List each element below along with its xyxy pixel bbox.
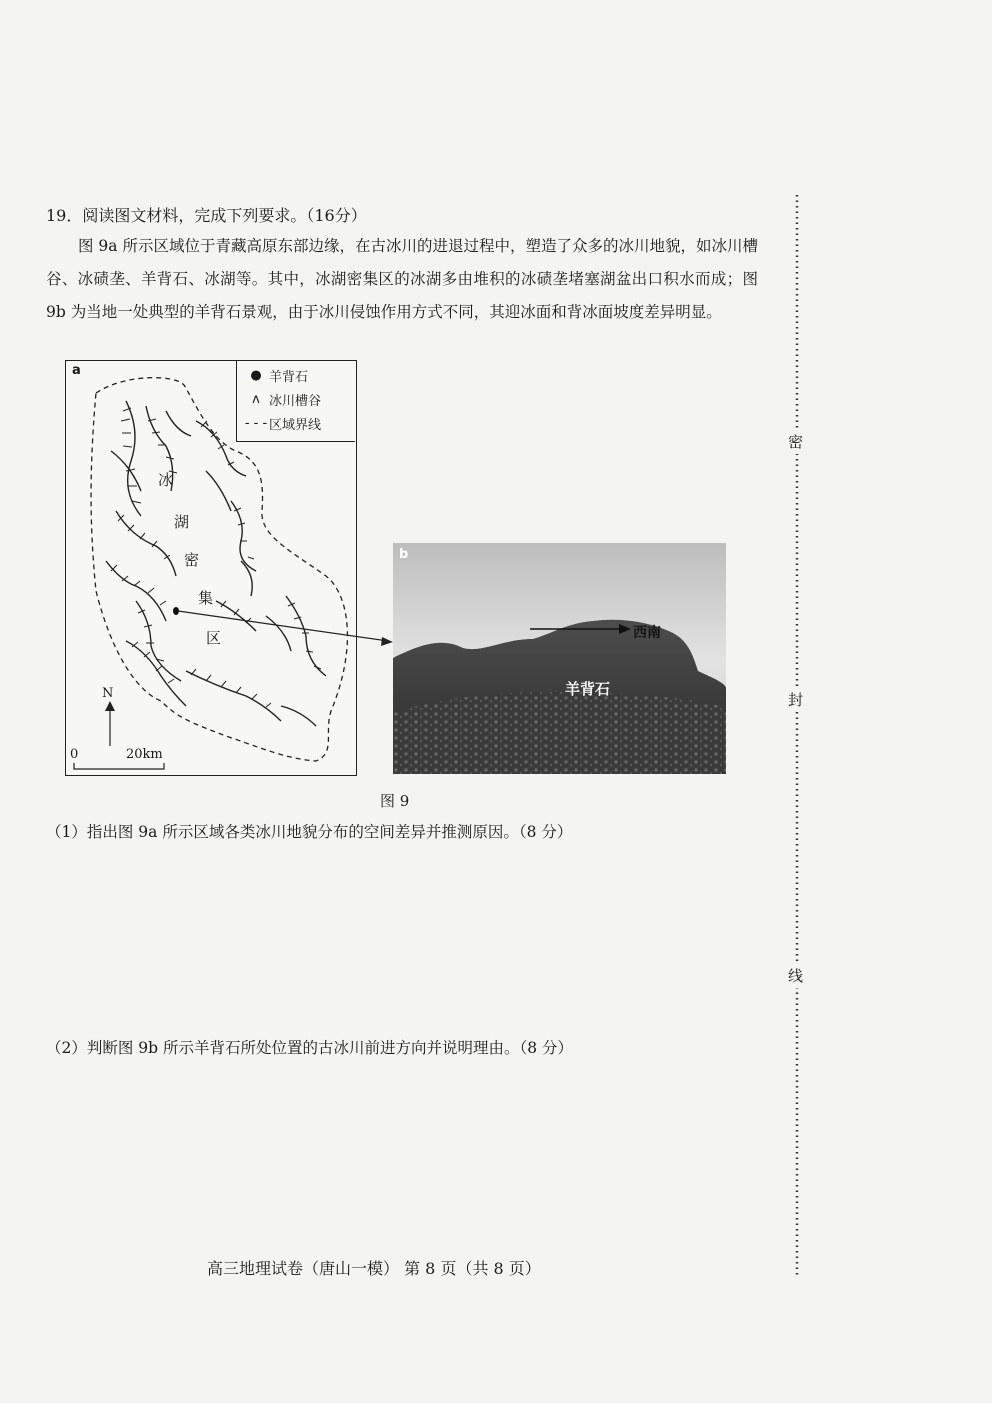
- binding-char: 密: [788, 429, 803, 454]
- direction-label: 西南: [633, 625, 661, 641]
- sub-question-2: （2）判断图 9b 所示羊背石所处位置的古冰川前进方向并说明理由。（8 分）: [46, 1039, 574, 1057]
- binding-char: 线: [788, 963, 803, 988]
- map-label: a: [72, 363, 81, 378]
- region-text-char: 冰: [158, 471, 174, 489]
- scale-start-label: 0: [70, 747, 79, 762]
- region-text-char: 密: [184, 551, 200, 569]
- figure-caption: 图 9: [380, 792, 410, 810]
- glacial-trough-legend-icon: ᴧ: [252, 391, 260, 407]
- question-title: 19．阅读图文材料，完成下列要求。（16分）: [46, 206, 367, 225]
- legend-item: 羊背石: [269, 369, 309, 385]
- page-footer: 高三地理试卷（唐山一模） 第 8 页（共 8 页）: [207, 1259, 541, 1278]
- figure-9b-photo: [393, 543, 726, 774]
- region-text-char: 湖: [174, 513, 190, 531]
- north-label: N: [102, 686, 114, 701]
- binding-char: 封: [788, 687, 803, 712]
- roche-moutonnee-label: 羊背石: [565, 680, 611, 698]
- binding-dots: [792, 195, 802, 1275]
- legend-item: 区域界线: [269, 417, 322, 433]
- question-paragraph: 图 9a 所示区域位于青藏高原东部边缘，在古冰川的进退过程中，塑造了众多的冰川地貌，如冰川槽谷、冰碛垄、羊背石、冰湖等。其中，冰湖密集区的冰湖多由堆积的冰碛垄堵塞湖盆出口积水而成；图 9b 为当地一处典型的羊背石景观，由于冰川侵蚀作用方式不同，其迎冰面和背冰面坡度差异明显。: [46, 237, 758, 321]
- region-text-char: 集: [198, 589, 214, 607]
- scale-end-label: 20km: [126, 747, 163, 762]
- photo-drawing: [393, 543, 726, 774]
- photo-label: b: [399, 547, 409, 562]
- legend-item: 冰川槽谷: [269, 393, 322, 409]
- sub-question-1: （1）指出图 9a 所示区域各类冰川地貌分布的空间差异并推测原因。（8 分）: [46, 823, 573, 841]
- boundary-legend-icon: - - -: [244, 415, 268, 431]
- region-text-char: 区: [206, 629, 222, 647]
- roche-moutonnee-legend-icon: ●: [250, 367, 262, 383]
- binding-line: [788, 195, 804, 1275]
